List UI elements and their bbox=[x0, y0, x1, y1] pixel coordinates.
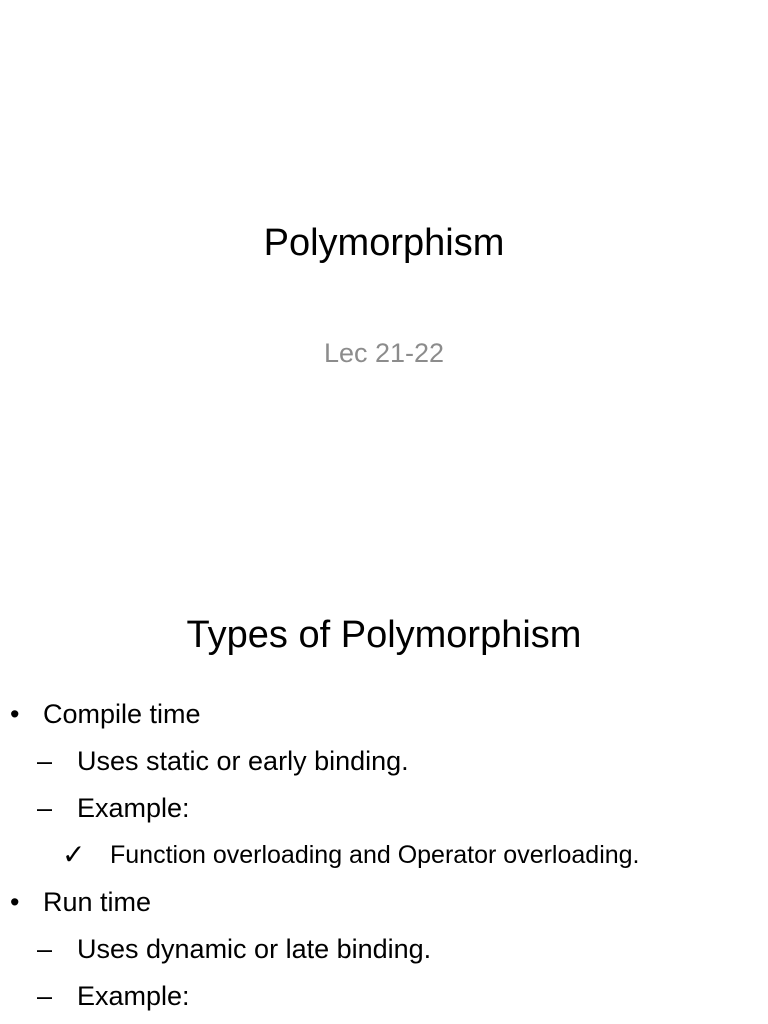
bullet-item bbox=[0, 741, 768, 788]
bullet-item bbox=[0, 835, 768, 882]
bullet-text: Compile time bbox=[43, 699, 201, 729]
dash-icon: – bbox=[37, 934, 53, 964]
bullet-text: Example: bbox=[77, 981, 190, 1011]
bullet-dot-icon: • bbox=[10, 887, 20, 917]
bullet-item bbox=[0, 882, 768, 929]
bullet-item bbox=[0, 976, 768, 1023]
dash-icon: – bbox=[37, 981, 53, 1011]
dash-icon: – bbox=[37, 793, 53, 823]
bullet-text: Uses static or early binding. bbox=[77, 746, 409, 776]
bullet-item bbox=[0, 788, 768, 835]
bullet-text: Function overloading and Operator overloading. bbox=[110, 841, 640, 869]
bullet-text: Uses dynamic or late binding. bbox=[77, 934, 432, 964]
slide-types-heading: Types of Polymorphism bbox=[186, 614, 582, 656]
bullet-text: Example: bbox=[77, 793, 190, 823]
bullet-item bbox=[0, 929, 768, 976]
bullet-text: Run time bbox=[43, 887, 152, 917]
slide-types bbox=[0, 576, 768, 1024]
bullet-item bbox=[0, 694, 768, 741]
checkmark-icon: ✓ bbox=[62, 839, 86, 870]
bullet-dot-icon: • bbox=[10, 699, 20, 729]
slide-title-heading: Polymorphism bbox=[263, 222, 505, 264]
slide-subtitle: Lec 21-22 bbox=[323, 338, 445, 368]
dash-icon: – bbox=[37, 746, 53, 776]
bullet-list bbox=[0, 694, 768, 1023]
